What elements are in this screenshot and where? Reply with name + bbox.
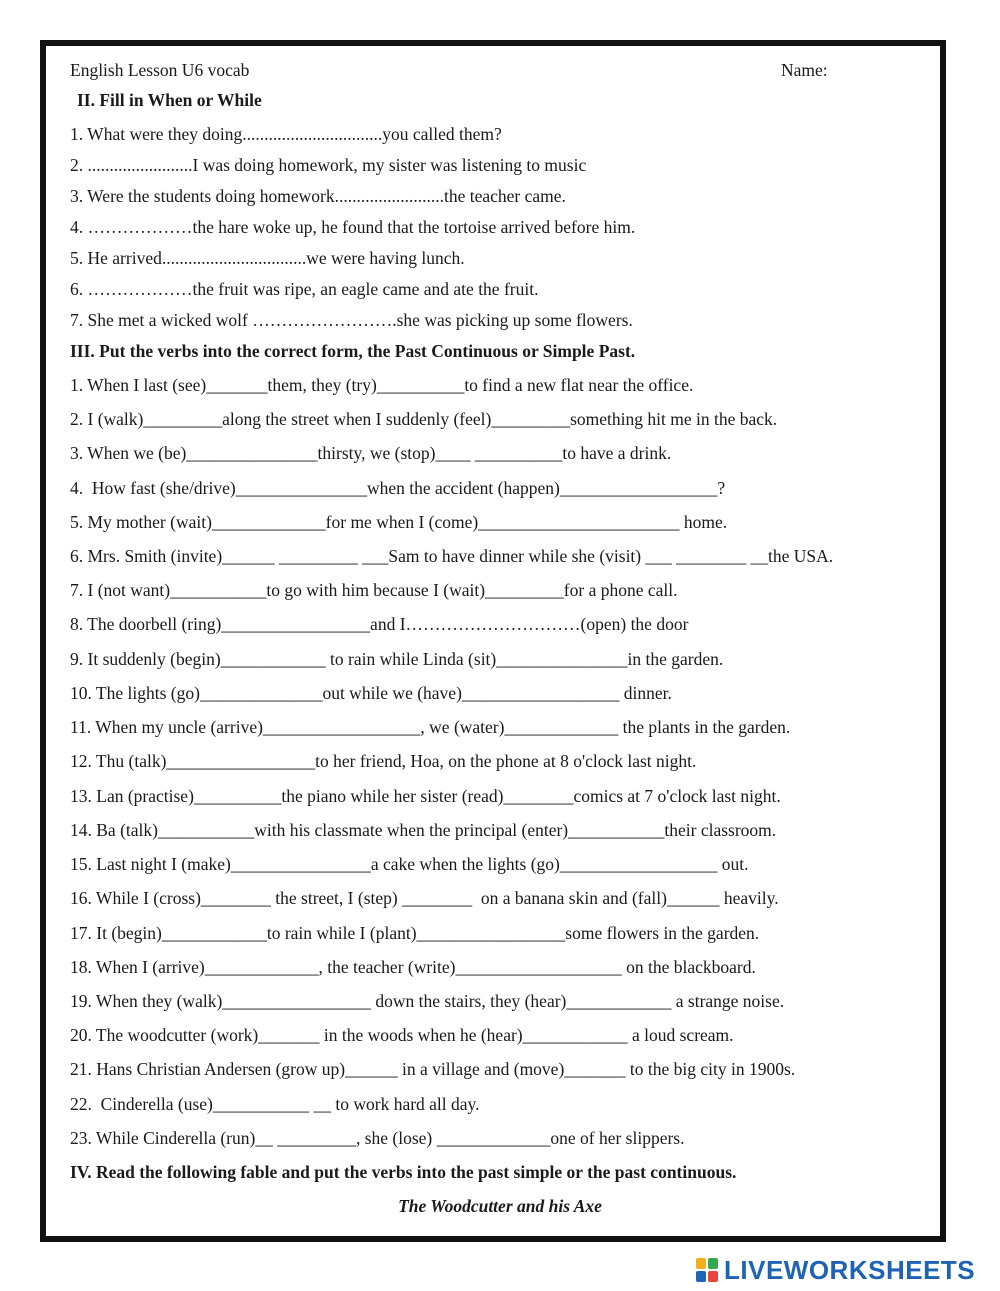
exercise-item: 23. While Cinderella (run)__ _________, she (lose) _____________one of her slippers.	[70, 1128, 685, 1148]
brand-text: LIVEWORKSHEETS	[724, 1254, 976, 1285]
exercise-item: 5. My mother (wait)_____________for me when I (come)_______________________ home.	[70, 512, 728, 532]
exercise-item: 14. Ba (talk)___________with his classmate when the principal (enter)___________their classroom.	[70, 820, 777, 840]
exercise-item: 22. Cinderella (use)___________ __ to work hard all day.	[70, 1094, 480, 1114]
exercise-item: 5. He arrived.................................we were having lunch.	[70, 248, 465, 268]
liveworksheets-brand[interactable]	[696, 1255, 975, 1285]
exercise-item: 13. Lan (practise)__________the piano while her sister (read)________comics at 7 o'clock last night.	[70, 786, 781, 806]
name-label: Name:	[781, 60, 828, 80]
section-4-heading: IV. Read the following fable and put the verbs into the past simple or the past continuous.	[70, 1162, 737, 1182]
section-2-heading: II. Fill in When or While	[77, 90, 262, 110]
exercise-item: 18. When I (arrive)_____________, the teacher (write)___________________ on the blackboard.	[70, 957, 756, 977]
exercise-item: 4. How fast (she/drive)_______________when the accident (happen)__________________?	[70, 478, 726, 498]
exercise-item: 7. I (not want)___________to go with him because I (wait)_________for a phone call.	[70, 580, 678, 600]
section-3-heading: III. Put the verbs into the correct form, the Past Continuous or Simple Past.	[70, 341, 636, 361]
exercise-item: 3. Were the students doing homework.........................the teacher came.	[70, 186, 566, 206]
exercise-item: 8. The doorbell (ring)_________________and I…………………………(open) the door	[70, 614, 689, 634]
liveworksheets-logo-icon	[696, 1258, 718, 1282]
exercise-item: 2. ........................I was doing homework, my sister was listening to music	[70, 155, 587, 175]
exercise-item: 4. ………………the hare woke up, he found that the tortoise arrived before him.	[70, 217, 636, 237]
exercise-item: 15. Last night I (make)________________a cake when the lights (go)__________________ out.	[70, 854, 749, 874]
exercise-item: 16. While I (cross)________ the street, I (step) ________ on a banana skin and (fall)______ heavily.	[70, 888, 779, 908]
exercise-item: 19. When they (walk)_________________ down the stairs, they (hear)____________ a strange noise.	[70, 991, 785, 1011]
fable-title: The Woodcutter and his Axe	[398, 1196, 602, 1216]
exercise-item: 12. Thu (talk)_________________to her friend, Hoa, on the phone at 8 o'clock last night.	[70, 751, 697, 771]
exercise-item: 7. She met a wicked wolf …………………….she was picking up some flowers.	[70, 310, 633, 330]
exercise-item: 21. Hans Christian Andersen (grow up)______ in a village and (move)_______ to the big city in 1900s.	[70, 1059, 796, 1079]
exercise-item: 11. When my uncle (arrive)__________________, we (water)_____________ the plants in the garden.	[70, 717, 791, 737]
exercise-item: 10. The lights (go)______________out while we (have)__________________ dinner.	[70, 683, 672, 703]
exercise-item: 6. ………………the fruit was ripe, an eagle came and ate the fruit.	[70, 279, 539, 299]
exercise-item: 17. It (begin)____________to rain while I (plant)_________________some flowers in the garden.	[70, 923, 760, 943]
exercise-item: 2. I (walk)_________along the street when I suddenly (feel)_________something hit me in the back.	[70, 409, 778, 429]
exercise-item: 20. The woodcutter (work)_______ in the woods when he (hear)____________ a loud scream.	[70, 1025, 734, 1045]
exercise-item: 3. When we (be)_______________thirsty, we (stop)____ __________to have a drink.	[70, 443, 672, 463]
lesson-title: English Lesson U6 vocab	[70, 60, 250, 80]
exercise-item: 1. When I last (see)_______them, they (try)__________to find a new flat near the office.	[70, 375, 694, 395]
exercise-item: 6. Mrs. Smith (invite)______ _________ ___Sam to have dinner while she (visit) ___ ________ __the USA.	[70, 546, 834, 566]
exercise-item: 9. It suddenly (begin)____________ to rain while Linda (sit)_______________in the garden.	[70, 649, 724, 669]
exercise-item: 1. What were they doing................................you called them?	[70, 124, 502, 144]
